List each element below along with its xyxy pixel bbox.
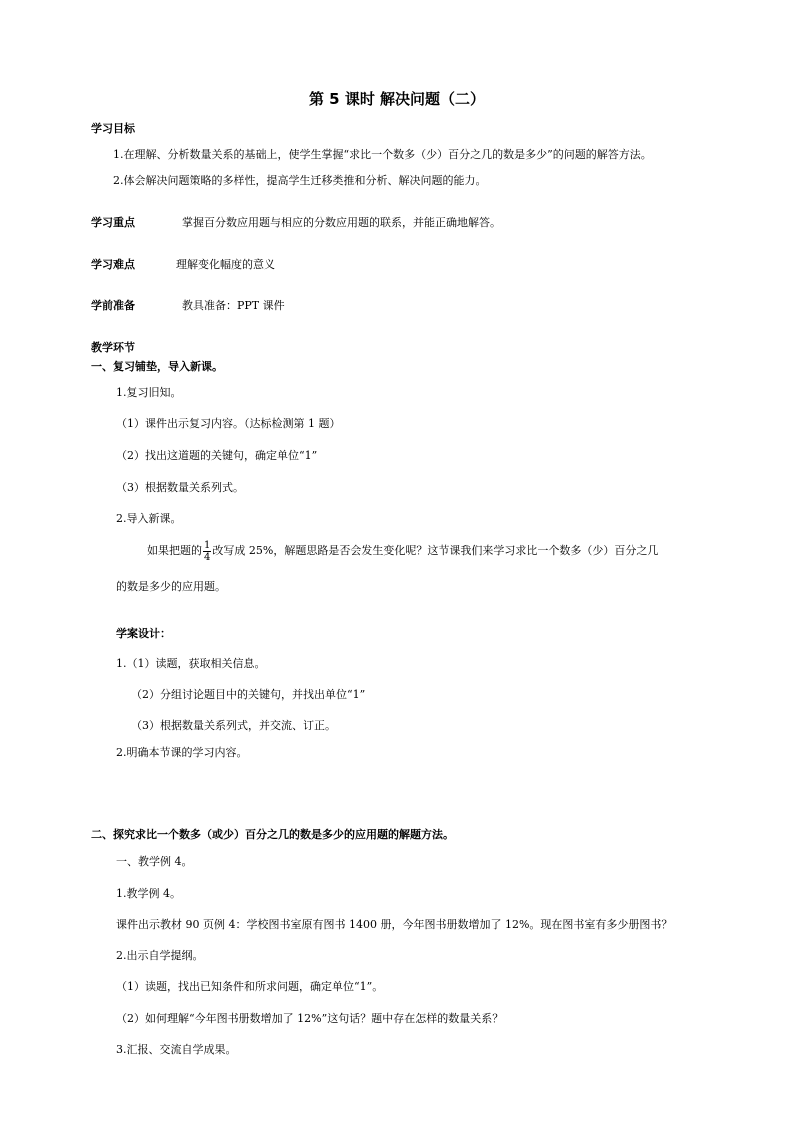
design-item: （3）根据数量关系列式，并交流、订正。 bbox=[131, 719, 336, 732]
page-title: 第 5 课时 解决问题（二） bbox=[308, 90, 486, 108]
review-heading: 1.复习旧知。 bbox=[116, 386, 182, 399]
design-item: 2.明确本节课的学习内容。 bbox=[116, 746, 248, 759]
objectives-heading: 学习目标 bbox=[91, 122, 135, 135]
preparation-label: 学前准备 bbox=[91, 299, 135, 312]
design-heading: 学案设计： bbox=[116, 627, 171, 640]
fraction bbox=[203, 540, 211, 563]
section2-item: 3.汇报、交流自学成果。 bbox=[116, 1043, 237, 1056]
example-text: 课件出示教材 90 页例 4：学校图书室原有图书 1400 册，今年图书册数增加了 12%。现在图书室有多少册图书？ bbox=[116, 918, 673, 931]
section2-sub: 一、教学例 4。 bbox=[116, 855, 193, 868]
intro-text-after: 改写成 25%，解题思路是否会发生变化呢？这节课我们来学习求比一个数多（少）百分之几 bbox=[212, 544, 659, 557]
teaching-heading: 教学环节 bbox=[91, 341, 135, 354]
objective-item: 1.在理解、分析数量关系的基础上，使学生掌握“求比一个数多（少）百分之几的数是多少”的问题的解答方法。 bbox=[113, 148, 652, 161]
key-point-label: 学习重点 bbox=[91, 216, 135, 229]
review-item: （1）课件出示复习内容。（达标检测第 1 题） bbox=[116, 417, 341, 430]
difficulty-label: 学习难点 bbox=[91, 258, 135, 271]
intro-heading: 2.导入新课。 bbox=[116, 512, 182, 525]
review-item: （2）找出这道题的关键句，确定单位“1” bbox=[116, 449, 318, 462]
key-point-text: 掌握百分数应用题与相应的分数应用题的联系，并能正确地解答。 bbox=[182, 216, 501, 229]
outline-item: （1）读题，找出已知条件和所求问题，确定单位“1”。 bbox=[116, 980, 384, 993]
design-item: （2）分组讨论题目中的关键句，并找出单位“1” bbox=[131, 688, 366, 701]
section2-item: 2.出示自学提纲。 bbox=[116, 949, 204, 962]
objective-item: 2.体会解决问题策略的多样性，提高学生迁移类推和分析、解决问题的能力。 bbox=[113, 174, 487, 187]
fraction-numerator: 1 bbox=[204, 539, 211, 551]
outline-item: （2）如何理解“今年图书册数增加了 12%”这句话？题中存在怎样的数量关系？ bbox=[116, 1012, 504, 1025]
intro-paragraph-cont: 的数是多少的应用题。 bbox=[116, 580, 226, 593]
preparation-text: 教具准备：PPT 课件 bbox=[182, 299, 285, 312]
section1-title: 一、复习铺垫，导入新课。 bbox=[91, 360, 223, 373]
section2-title: 二、探究求比一个数多（或少）百分之几的数是多少的应用题的解题方法。 bbox=[91, 828, 454, 841]
design-item: 1.（1）读题，获取相关信息。 bbox=[116, 657, 266, 670]
section2-item: 1.教学例 4。 bbox=[116, 887, 181, 900]
difficulty-text: 理解变化幅度的意义 bbox=[176, 258, 275, 271]
intro-text-before: 如果把题的 bbox=[147, 544, 202, 557]
review-item: （3）根据数量关系列式。 bbox=[116, 481, 244, 494]
fraction-denominator: 4 bbox=[204, 551, 211, 563]
intro-paragraph bbox=[147, 538, 658, 564]
